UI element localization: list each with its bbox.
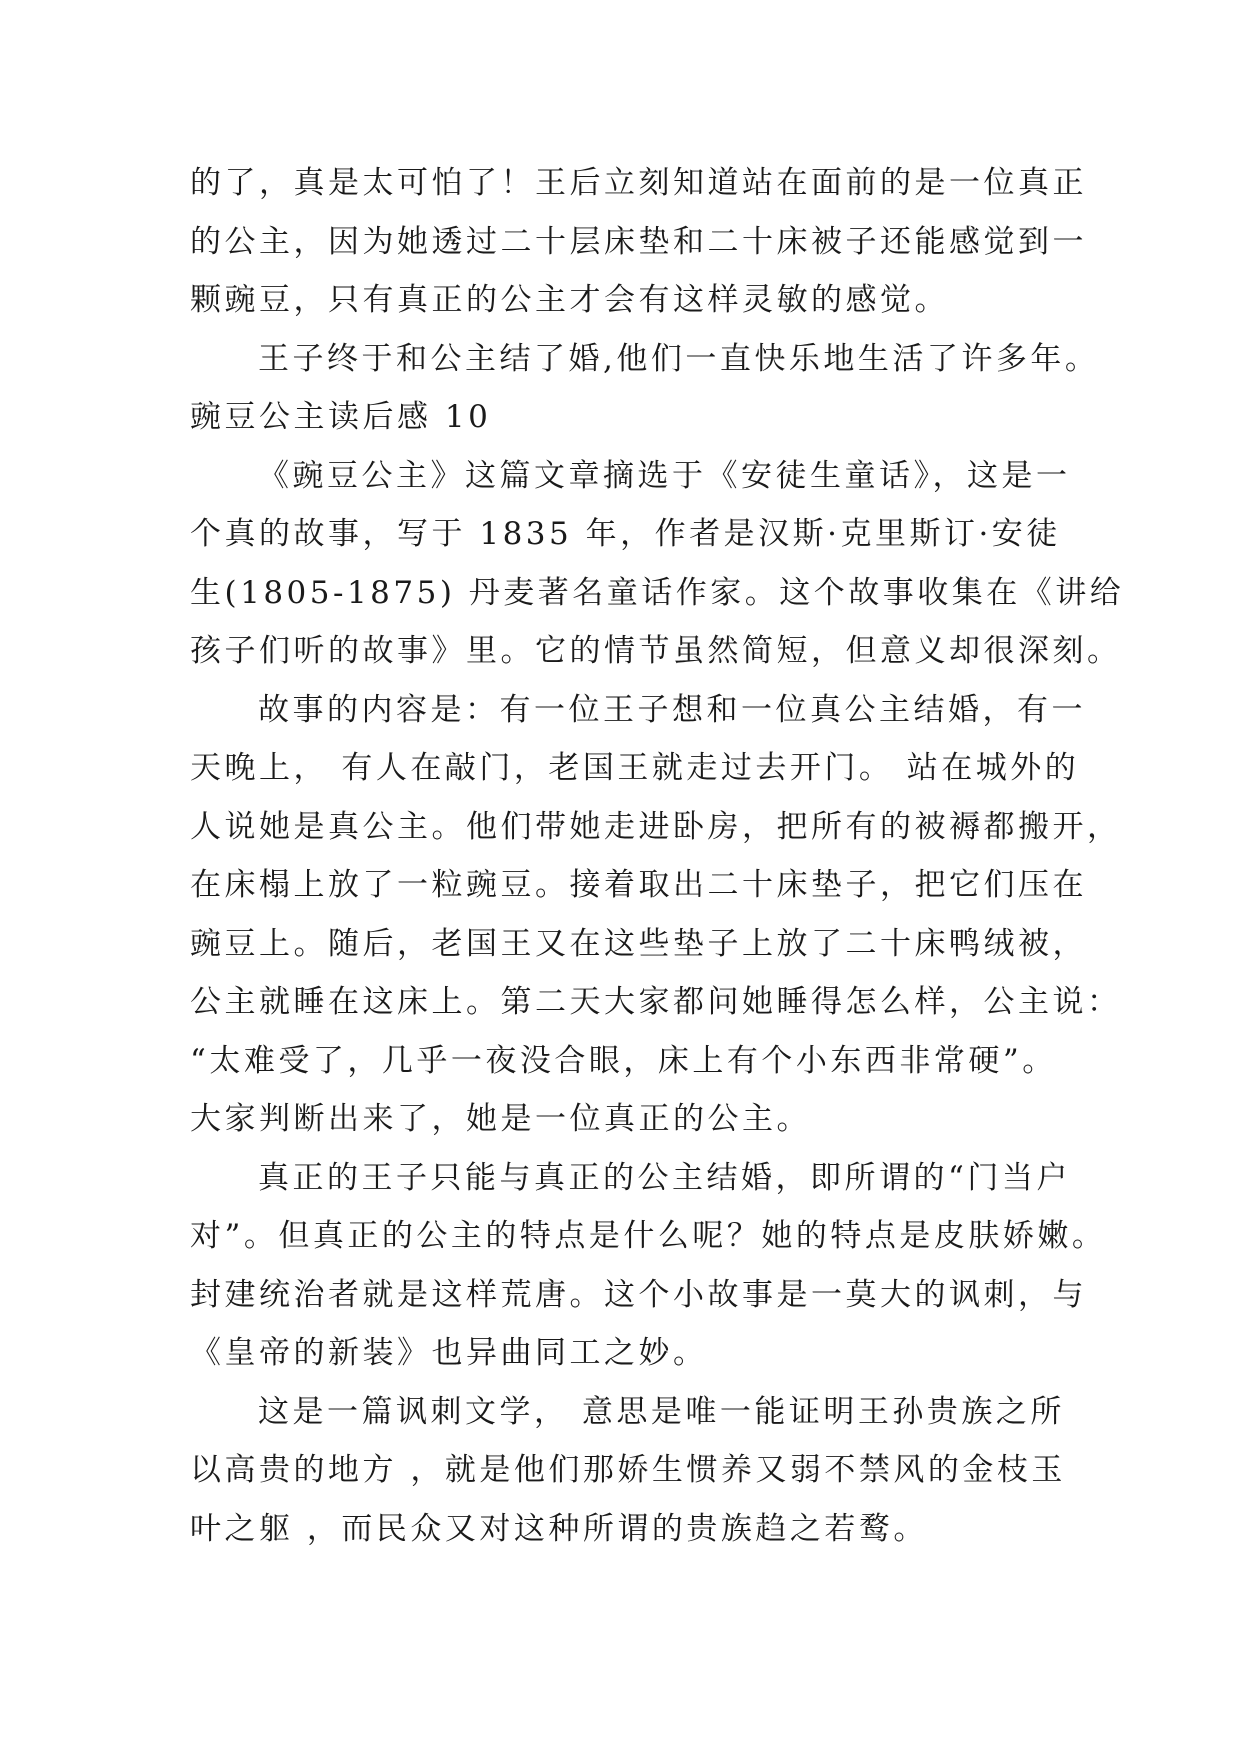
text-line: 对”。但真正的公主的特点是什么呢？她的特点是皮肤娇嫩。 [190, 1218, 1107, 1254]
paragraph-start-line: 这是一篇讽刺文学， 意思是唯一能证明王孙贵族之所 [258, 1393, 1065, 1430]
text-line: 公主就睡在这床上。第二天大家都问她睡得怎么样，公主说： [190, 984, 1122, 1020]
paragraph-start-line: 故事的内容是：有一位王子想和一位真公主结婚，有一 [258, 691, 1086, 728]
paragraph-start-line: 真正的王子只能与真正的公主结婚，即所谓的“门当户 [258, 1159, 1071, 1196]
section-heading: 豌豆公主读后感 10 [190, 399, 492, 435]
text-line: 孩子们听的故事》里。它的情节虽然简短，但意义却很深刻。 [190, 633, 1122, 669]
text-line: 颗豌豆，只有真正的公主才会有这样灵敏的感觉。 [190, 282, 949, 318]
text-line: 的了，真是太可怕了！王后立刻知道站在面前的是一位真正 [190, 165, 1087, 201]
text-line: 叶之躯 ，而民众又对这种所谓的贵族趋之若鹜。 [190, 1510, 928, 1547]
text-line: 的公主，因为她透过二十层床垫和二十床被子还能感觉到一 [190, 223, 1087, 260]
paragraph-start-line: 《豌豆公主》这篇文章摘选于《安徒生童话》，这是一 [258, 457, 1071, 494]
text-line: 封建统治者就是这样荒唐。这个小故事是一莫大的讽刺，与 [190, 1276, 1087, 1313]
text-line: 个真的故事，写于 1835 年，作者是汉斯·克里斯订·安徒 [190, 516, 1061, 552]
text-line: 以高贵的地方 ，就是他们那娇生惯养又弱不禁风的金枝玉 [190, 1452, 1066, 1488]
text-line: 人说她是真公主。他们带她走进卧房，把所有的被褥都搬开， [190, 808, 1122, 845]
text-line: 豌豆上。随后，老国王又在这些垫子上放了二十床鸭绒被， [190, 925, 1087, 962]
document-body [190, 154, 1125, 1558]
text-line: 《皇帝的新装》也异曲同工之妙。 [190, 1335, 708, 1371]
paragraph-start-line: 王子终于和公主结了婚,他们一直快乐地生活了许多年。 [258, 340, 1100, 377]
text-line: 天晚上， 有人在敲门，老国王就走过去开门。 站在城外的 [190, 750, 1080, 786]
text-line: 生(1805-1875) 丹麦著名童话作家。这个故事收集在《讲给 [190, 574, 1125, 611]
text-line: “太难受了，几乎一夜没合眼，床上有个小东西非常硬”。 [190, 1042, 1057, 1079]
text-line: 在床榻上放了一粒豌豆。接着取出二十床垫子，把它们压在 [190, 867, 1087, 903]
text-line: 大家判断出来了，她是一位真正的公主。 [190, 1101, 811, 1137]
